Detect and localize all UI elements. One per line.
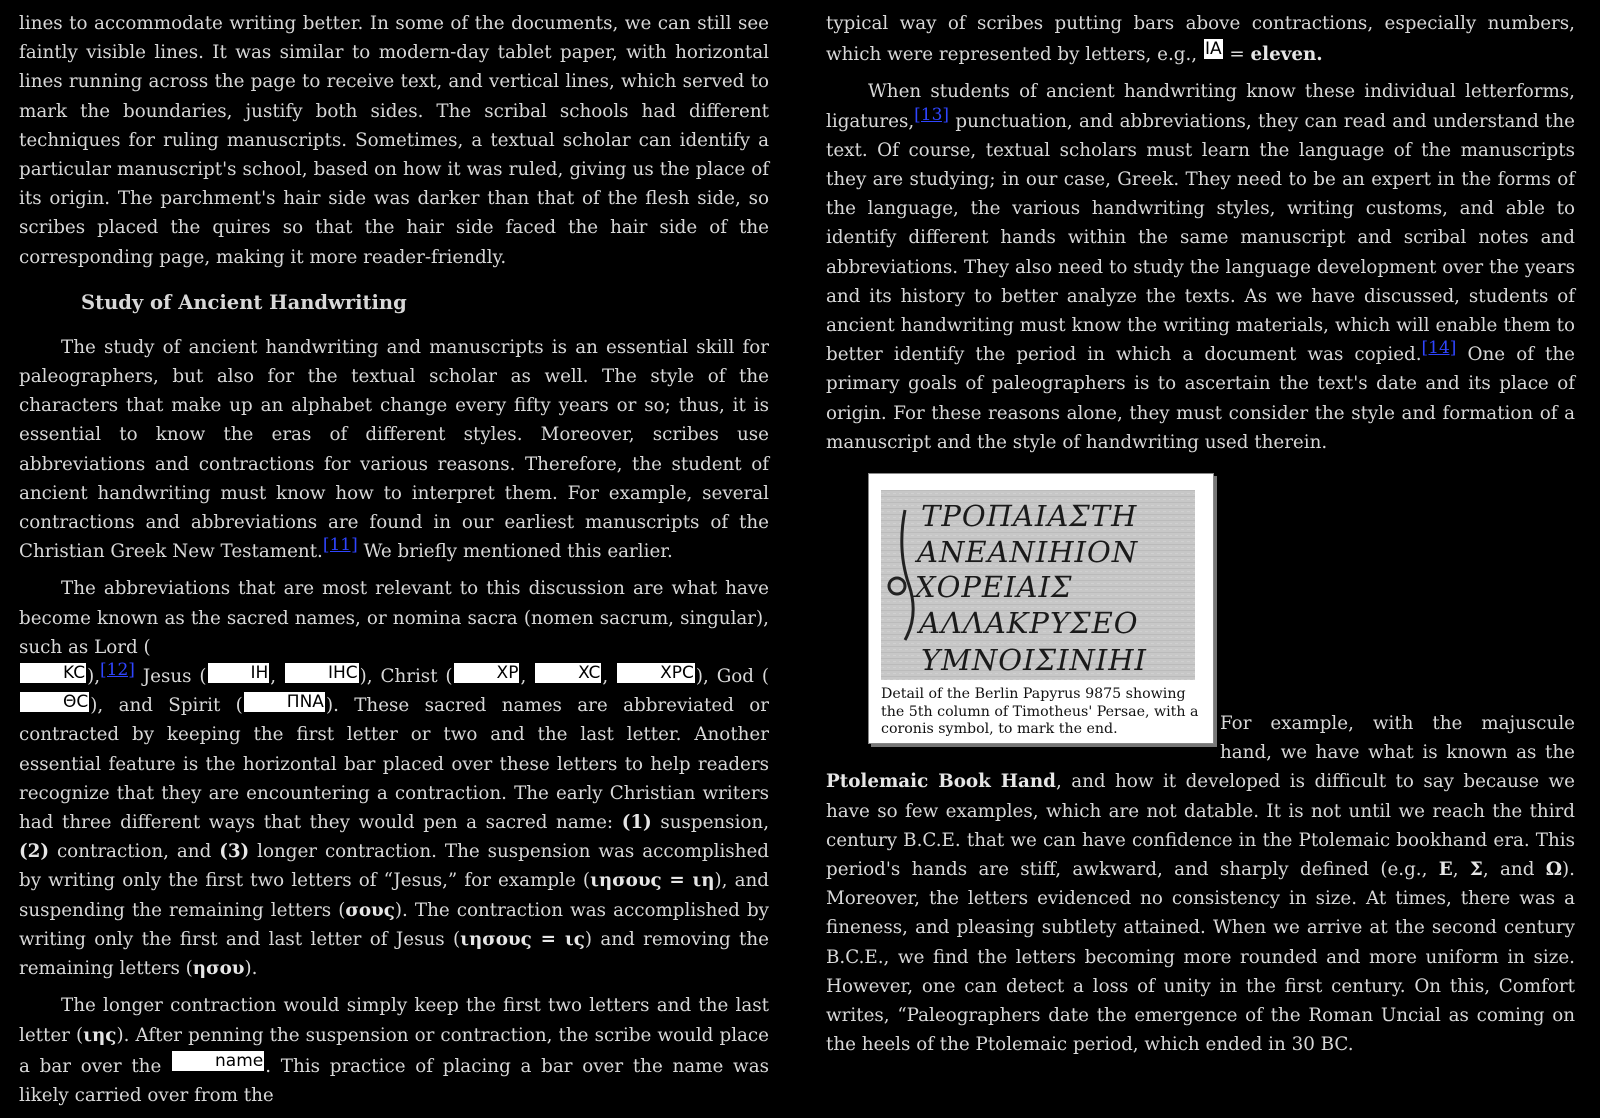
text: , and <box>1482 859 1546 881</box>
bold-number-1: (1) <box>621 812 652 834</box>
abbreviation-name: name <box>171 1050 265 1072</box>
text: ). After penning the suspension or contraction, the scribe would place a bar over the <box>19 1024 769 1077</box>
text: typical way of scribes putting bars above contractions, especially numbers, which were represented by letters, e.g., <box>826 13 1575 66</box>
figure-caption: Detail of the Berlin Papyrus 9875 showing the 5th column of Timotheus' Persae, with a coronis symbol, to mark the end. <box>881 686 1199 738</box>
paragraph-longer-contraction <box>19 991 769 1110</box>
text: , and how it developed is difficult to say because we have so few examples, which are not datable. It is not until we reach the third century B.C.E. that we can have confidence in the Ptolemaic bookhand era. This period's hands are stiff, awkward, and sharply defined (e.g., <box>826 771 1575 881</box>
greek-example: ιησους = ις <box>460 928 585 950</box>
bold-number-2: (2) <box>19 841 50 863</box>
text: The longer contraction would simply keep the first two letters and the last letter ( <box>19 995 769 1046</box>
footnote-link-12[interactable]: [12] <box>100 660 135 681</box>
papyrus-line: ΑΛΛΑΚΡΥΣΕΟ <box>919 606 1139 641</box>
text: punctuation, and abbreviations, they can read and understand the text. Of course, textual scholars must learn the language of the manuscripts they are studying; in our case, Greek. They need to be an expert in the forms of the language, the various handwriting styles, writing customs, and able to identify different hands within the same manuscript and scribal notes and abbreviations. They also need to study the language development over the years and its history to better analyze the texts. As we have discussed, students of ancient handwriting must know the writing materials, which will enable them to better identify the period in which a document was copied. <box>826 110 1575 366</box>
text: , <box>270 666 284 688</box>
papyrus-line: ΑΝΕΑΝΙΗΙΟΝ <box>917 535 1139 570</box>
left-column <box>19 9 769 1118</box>
text: ), God ( <box>695 666 770 688</box>
bold-eleven: eleven. <box>1250 44 1323 66</box>
abbreviation-theta-c: ΘC <box>19 691 90 713</box>
bold-letter: Ω <box>1545 859 1563 881</box>
footnote-link-11[interactable]: [11] <box>322 535 358 556</box>
text: ). These sacred names are abbreviated or contracted by keeping the first letter or two and the last letter. Another essential feature is the horizontal bar placed over these letters to help readers recognize that they are encountering a contraction. The early Christian writers had three different ways that they would pen a sacred name: <box>19 695 769 834</box>
bold-term: Ptolemaic Book Hand <box>826 771 1056 793</box>
text: One of the primary goals of paleographers is to ascertain the text's date and its place of origin. For these reasons alone, they must consider the style and formation of a manuscript and the style of handwriting used therein. <box>826 344 1575 453</box>
abbreviation-xc: XC <box>534 662 602 684</box>
text: ). <box>244 958 258 980</box>
paragraph-numbers <box>826 9 1575 69</box>
abbreviation-pna: ΠΝΑ <box>243 691 326 713</box>
greek-example: σους <box>345 899 395 921</box>
bold-letter: E <box>1438 859 1453 881</box>
paragraph-nomina-sacra <box>19 574 769 983</box>
paragraph-text: The study of ancient handwriting and manuscripts is an essential skill for paleographers, but also for the textual scholar as well. The style of the characters that make up an alphabet change every fifty years or so; thus, it is essential to know the eras of different styles. Moreover, scribes use abbreviations and contractions for various reasons. Therefore, the student of ancient handwriting must know how to interpret them. For example, several contractions and abbreviations are found in our earliest manuscripts of the Christian Greek New Testament. <box>19 336 769 563</box>
footnote-link-14[interactable]: [14] <box>1421 338 1457 359</box>
paragraph-study <box>19 333 769 567</box>
footnote-link-13[interactable]: [13] <box>914 104 950 125</box>
paragraph-letterforms <box>826 77 1575 457</box>
section-heading: Study of Ancient Handwriting <box>81 290 407 314</box>
text: longer contraction. The suspension was accomplished by writing only the first two letters of “Jesus,” for example ( <box>19 841 769 892</box>
text: When students of ancient handwriting know these individual letterforms, ligatures, <box>826 81 1575 132</box>
papyrus-line: ΤΡΟΠΑΙΑΣΤΗ <box>921 499 1138 534</box>
text: The abbreviations that are most relevant to this discussion are what have become known as the sacred names, or nomina sacra (nomen sacrum, singular), such as Lord ( <box>19 578 769 658</box>
paragraph-ruling: lines to accommodate writing better. In some of the documents, we can still see faintly visible lines. It was similar to modern-day tablet paper, with horizontal lines running across the page to receive text, and vertical lines, which served to mark the boundaries, justify both sides. The scribal schools had different techniques for ruling manuscripts. Sometimes, a textual scholar can identify a particular manuscript's school, based on how it was ruled, giving us the place of its origin. The parchment's hair side was darker than that of the flesh side, so scribes placed the quires so that the hair side faced the hair side of the corresponding page, making it more reader-friendly. <box>19 13 769 268</box>
bold-letter: Σ <box>1469 859 1483 881</box>
text: Jesus ( <box>134 666 207 688</box>
text: For example, with the majuscule hand, we have what is known as the <box>1220 713 1575 764</box>
text: , <box>602 666 617 688</box>
abbreviation-xp: XP <box>453 662 521 684</box>
text: = <box>1223 44 1251 66</box>
text: ), <box>87 666 101 688</box>
bold-number-3: (3) <box>219 841 250 863</box>
papyrus-image <box>881 490 1195 680</box>
papyrus-figure <box>868 473 1214 744</box>
abbreviation-xpc: XPC <box>616 662 696 684</box>
papyrus-line: ΥΜΝΟΙΣΙΝΙΗΙ <box>921 643 1147 678</box>
paragraph-text: We briefly mentioned this earlier. <box>357 541 673 563</box>
greek-example: ιησους = ιη <box>590 870 715 892</box>
text: ), and suspending the remaining letters ( <box>19 870 769 921</box>
text: . This practice of placing a bar over the name was likely carried over from the <box>19 1055 769 1106</box>
abbreviation-kc: KC <box>19 662 87 684</box>
greek-example: ιης <box>83 1024 117 1046</box>
text: ) and removing the remaining letters ( <box>19 928 769 980</box>
right-column <box>826 9 1575 1067</box>
text: suspension, <box>651 812 770 834</box>
text: ), and Spirit ( <box>90 695 243 717</box>
text: ). The contraction was accomplished by writing only the first and last letter of Jesus ( <box>19 899 769 950</box>
abbreviation-ia: IA <box>1204 39 1222 60</box>
text: , <box>1452 859 1470 881</box>
greek-example: ησου <box>192 958 245 980</box>
text: , <box>520 666 535 688</box>
text: ), Christ ( <box>359 666 453 688</box>
text: contraction, and <box>49 841 220 863</box>
papyrus-line: ΧΟΡΕΙΑΙΣ <box>915 570 1073 605</box>
abbreviation-ihc: IHC <box>284 662 360 684</box>
text: ). Moreover, the letters evidenced no consistency in size. At times, there was a fineness, and pleasing subtlety attained. When we arrive at the second century B.C.E., we find the letters becoming more rounded and more uniform in size. However, one can detect a loss of unity in the first century. On this, Comfort writes, “Paleographers date the emergence of the Roman Uncial as coming on the heels of the Ptolemaic period, which ended in 30 BC. <box>826 859 1575 1056</box>
paragraph-ptolemaic <box>826 709 1575 1059</box>
abbreviation-ih: IH <box>207 662 271 684</box>
